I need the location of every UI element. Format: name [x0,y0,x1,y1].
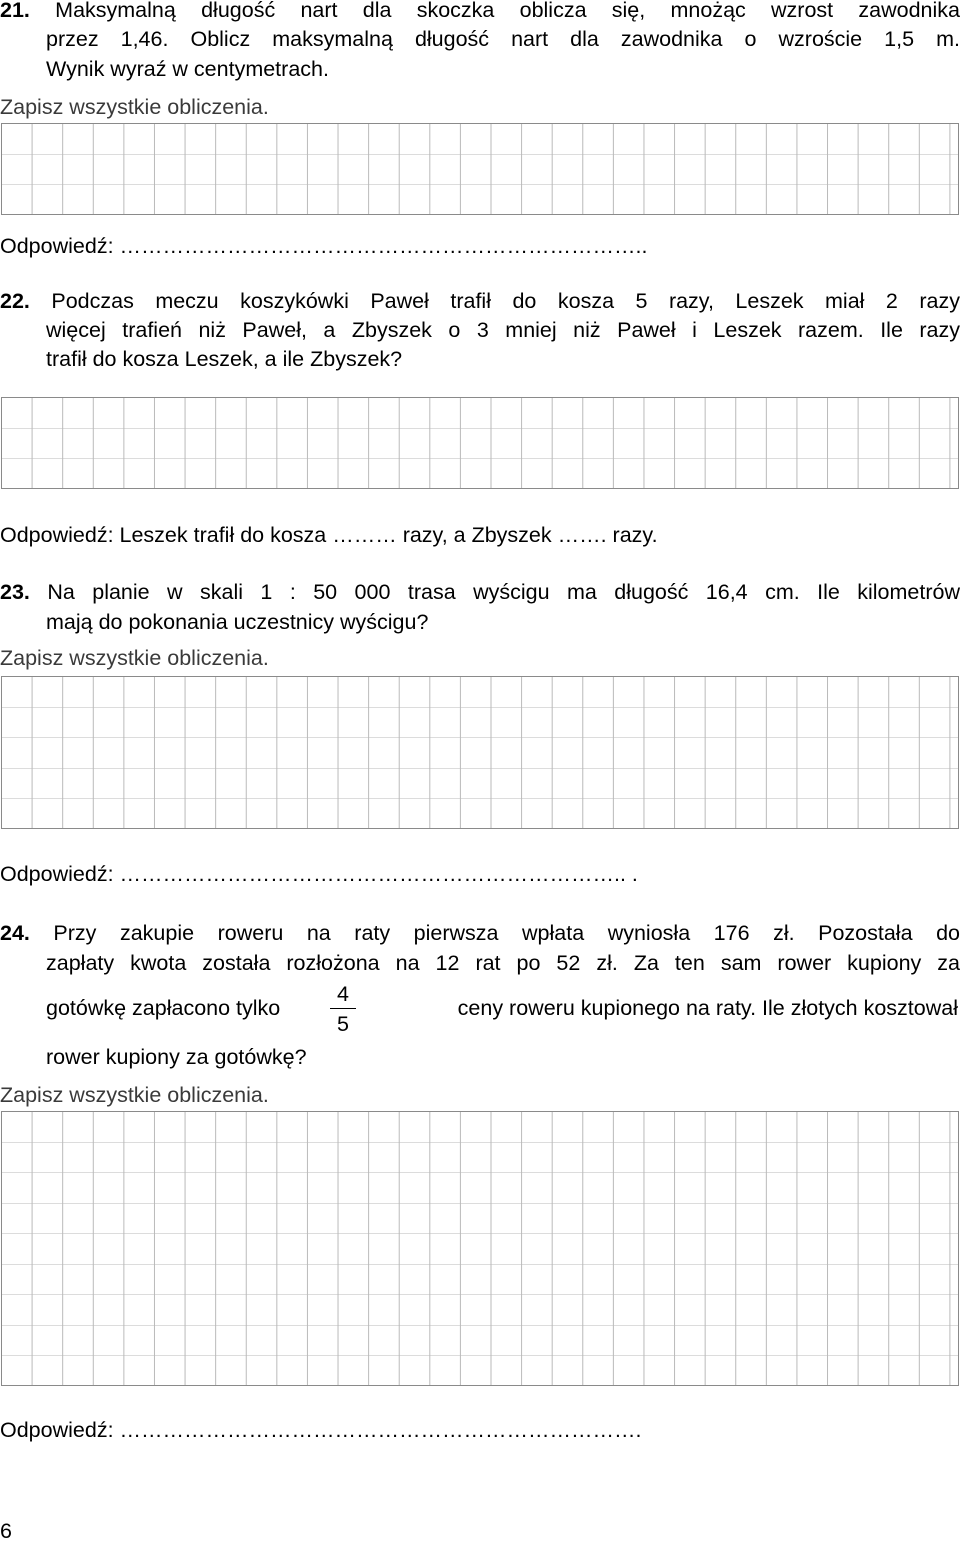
q22-number: 22. [0,289,30,313]
q22-line-3: trafił do kosza Leszek, a ile Zbyszek? [46,347,403,371]
q24-line-3-pre: gotówkę zapłacono tylko [46,996,281,1020]
q22-text-1: Podczas meczu koszykówki Paweł trafił do kosza 5 razy, Leszek miał 2 razy [51,289,960,313]
q23-text-1: Na planie w skali 1 : 50 000 trasa wyścigu ma długość 16,4 cm. Ile kilometrów [47,580,960,604]
q23-line-2: mają do pokonania uczestnicy wyścigu? [46,610,429,634]
q23-answer-grid[interactable] [1,676,959,829]
fraction-four-fifths [330,981,356,1037]
q23-instruction: Zapisz wszystkie obliczenia. [0,646,269,670]
q22-line-1 [0,287,960,315]
q24-line-1 [0,919,960,947]
q24-number: 24. [0,921,30,945]
q24-text-1: Przy zakupie roweru na raty pierwsza wpłata wyniosła 176 zł. Pozostała do [53,921,960,945]
q21-answer-line[interactable]: Odpowiedź: ……………………………………………………………….. [0,234,648,258]
q21-text-1: Maksymalną długość nart dla skoczka oblicza się, mnożąc wzrost zawodnika [55,0,960,22]
q24-answer-line[interactable]: Odpowiedź: ………………………………………………………………. [0,1418,642,1442]
q24-line-2: zapłaty kwota została rozłożona na 12 rat po 52 zł. Za ten sam rower kupiony za [46,951,960,975]
q21-answer-grid[interactable] [1,123,959,215]
fraction-denominator: 5 [337,1012,349,1036]
q23-answer-line[interactable]: Odpowiedź: …………………………………………………………….. . [0,862,638,886]
fraction-bar [330,1008,356,1009]
q24-instruction: Zapisz wszystkie obliczenia. [0,1083,269,1107]
q21-line-3: Wynik wyraź w centymetrach. [46,57,329,81]
fraction-numerator: 4 [337,982,349,1006]
q24-line-4: rower kupiony za gotówkę? [46,1045,307,1069]
q21-line-1 [0,0,960,24]
q22-answer-line[interactable]: Odpowiedź: Leszek trafił do kosza ……… razy, a Zbyszek ……. razy. [0,523,658,547]
q23-number: 23. [0,580,30,604]
q22-answer-grid[interactable] [1,397,959,489]
q24-answer-grid[interactable] [1,1111,959,1386]
q23-line-1 [0,578,960,606]
page-number: 6 [0,1519,12,1543]
q21-number: 21. [0,0,30,22]
q24-line-3-post: ceny roweru kupionego na raty. Ile złotych kosztował [457,996,958,1020]
q21-line-2: przez 1,46. Oblicz maksymalną długość nart dla zawodnika o wzroście 1,5 m. [46,27,960,51]
q21-instruction: Zapisz wszystkie obliczenia. [0,95,269,119]
q22-line-2: więcej trafień niż Paweł, a Zbyszek o 3 mniej niż Paweł i Leszek razem. Ile razy [46,318,960,342]
